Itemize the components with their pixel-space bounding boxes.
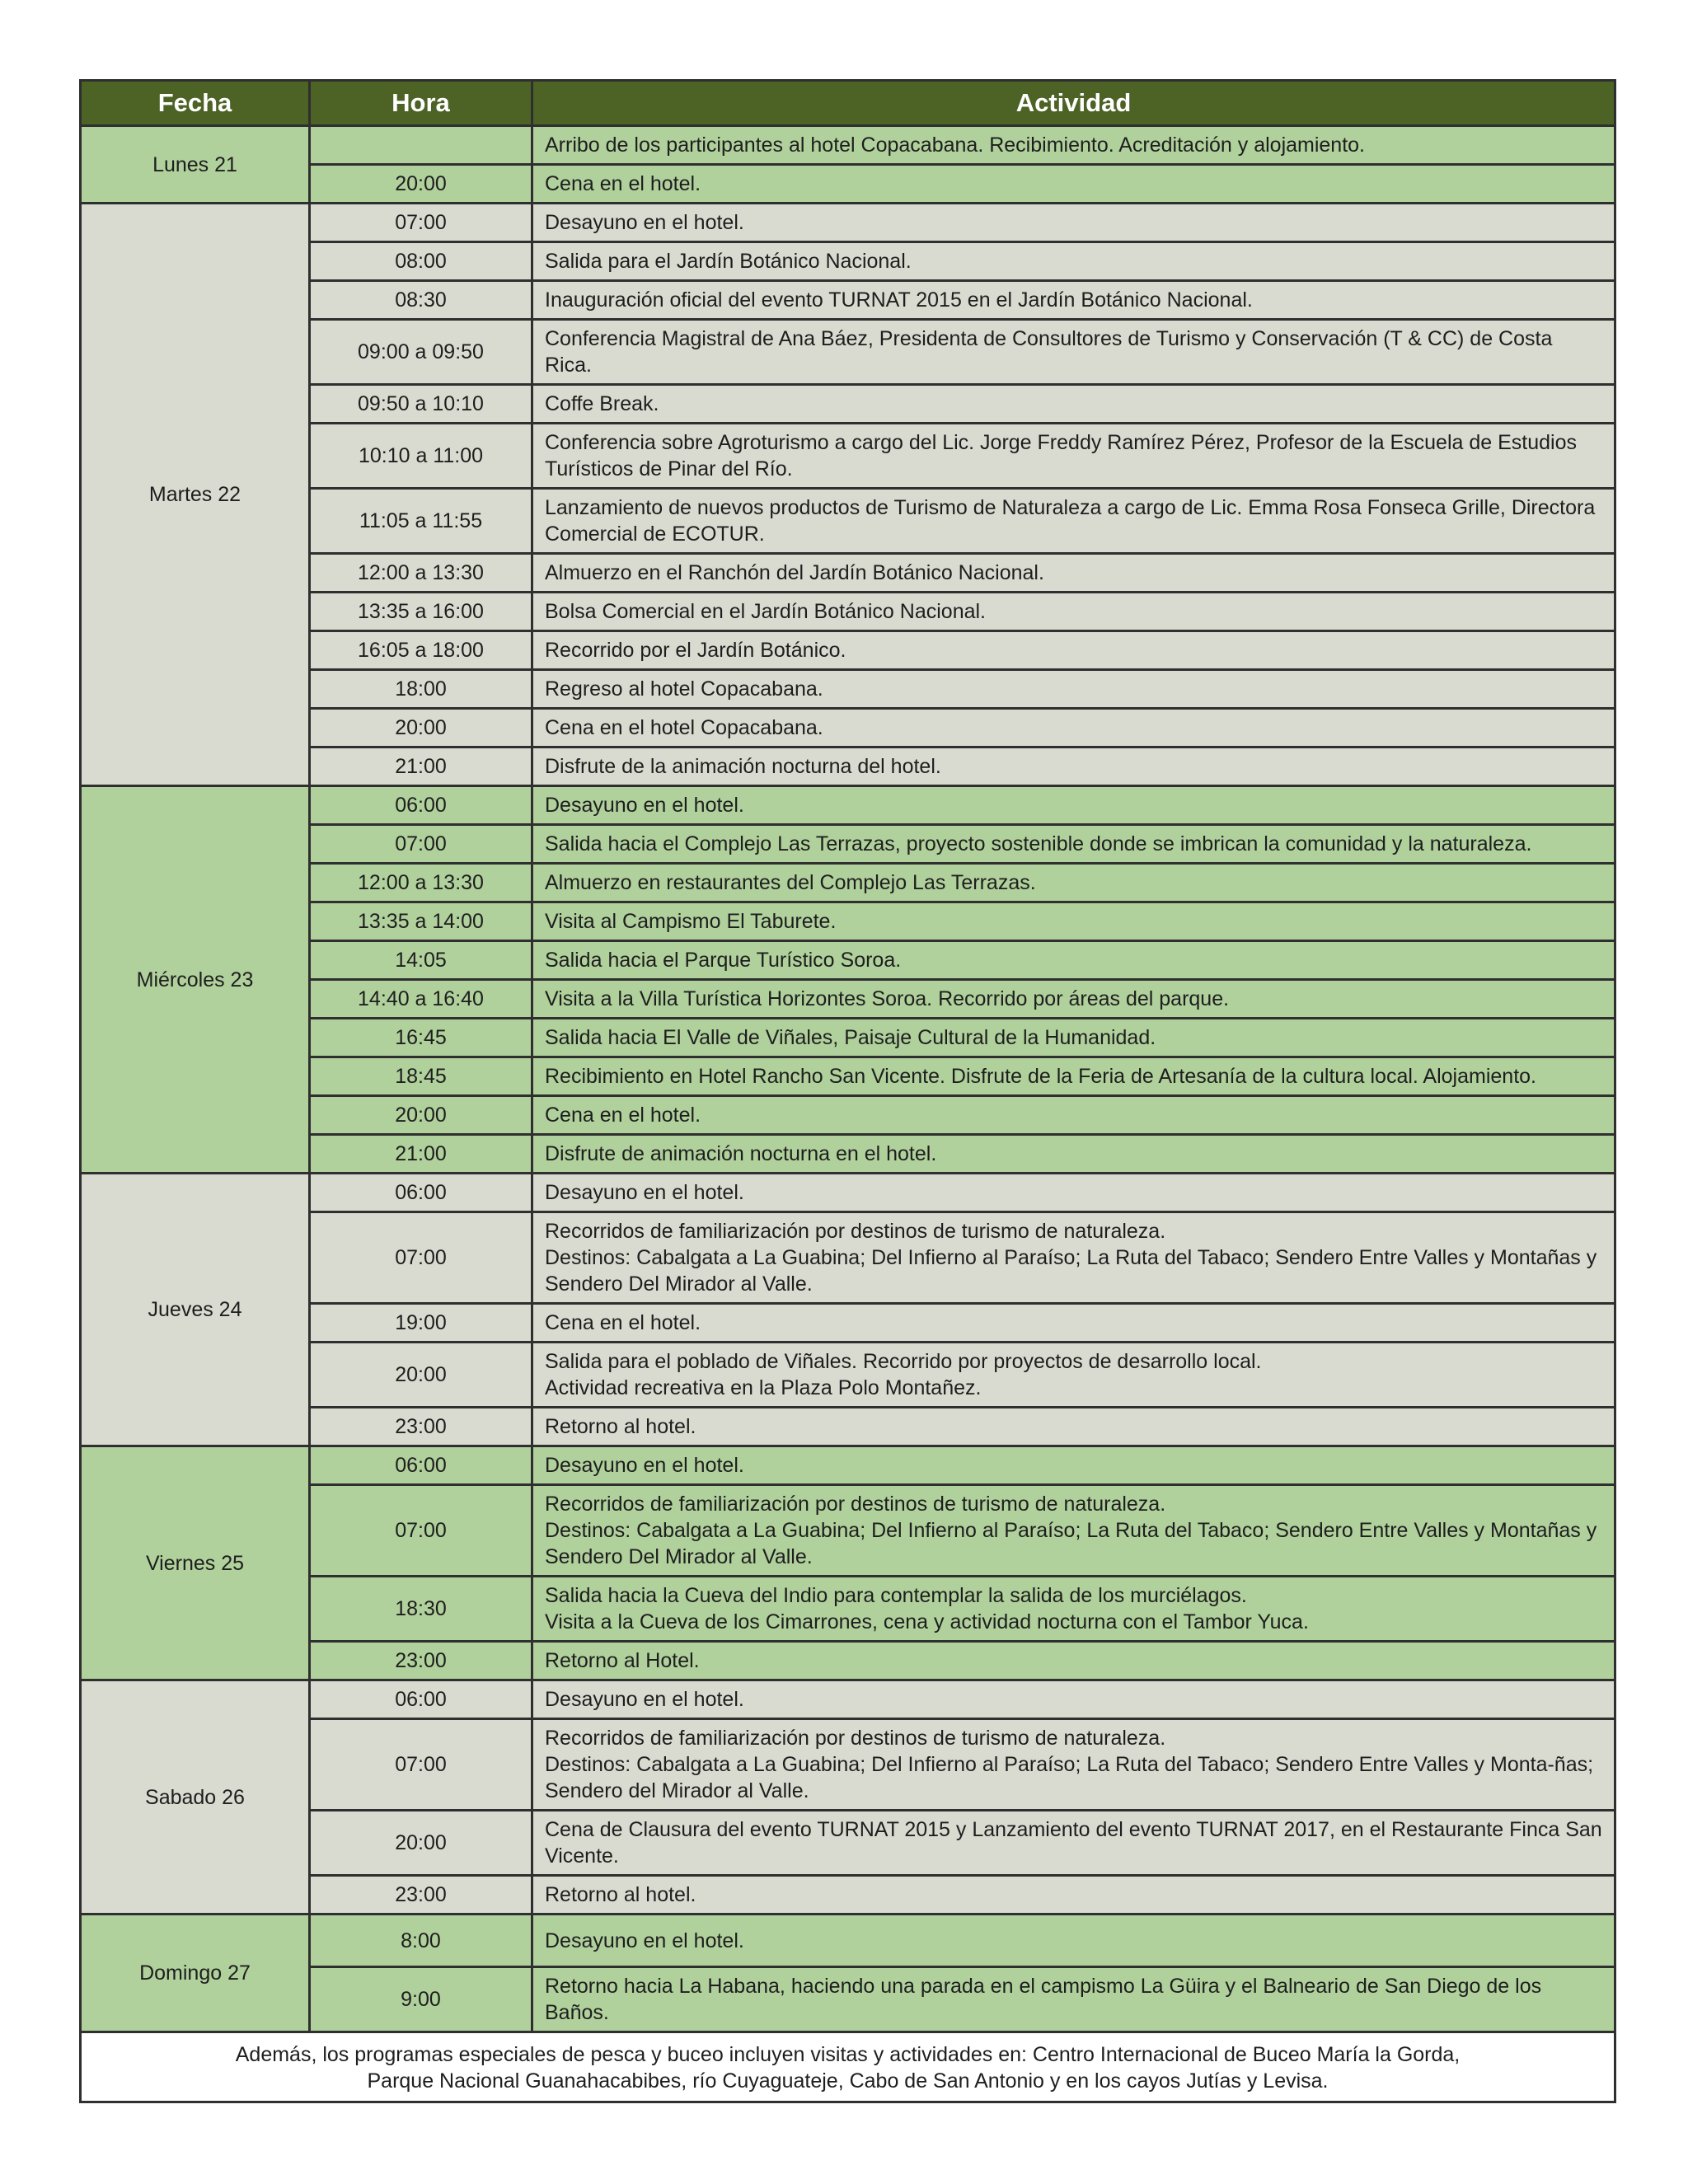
activity-cell	[532, 1096, 1615, 1135]
activity-line: Lanzamiento de nuevos productos de Turismo de Naturaleza a cargo de Lic. Emma Rosa Fonseca Grille, Directora Comercial de ECOTUR.	[545, 496, 1596, 546]
footnote	[81, 2032, 1615, 2102]
activity-line: Recorridos de familiarización por destinos de turismo de naturaleza.	[545, 1493, 1166, 1516]
activity-line: Salida para el poblado de Viñales. Recorrido por proyectos de desarrollo local.	[545, 1350, 1262, 1373]
time-cell: 23:00	[310, 1642, 532, 1680]
day-label: Martes 22	[81, 204, 310, 786]
time-cell: 11:05 a 11:55	[310, 489, 532, 554]
time-cell: 09:50 a 10:10	[310, 385, 532, 424]
activity-cell	[532, 902, 1615, 941]
activity-cell	[532, 786, 1615, 825]
table-row	[81, 1642, 1615, 1680]
activity-line: Desayuno en el hotel.	[545, 794, 744, 817]
activity-line: Visita al Campismo El Taburete.	[545, 910, 837, 933]
table-row	[81, 786, 1615, 825]
time-cell: 09:00 a 09:50	[310, 320, 532, 385]
time-cell: 8:00	[310, 1915, 532, 1967]
day-label: Viernes 25	[81, 1446, 310, 1680]
activity-cell	[532, 320, 1615, 385]
activity-cell	[532, 385, 1615, 424]
time-cell: 07:00	[310, 1212, 532, 1304]
table-row	[81, 424, 1615, 489]
table-body	[81, 126, 1615, 2032]
activity-line: Desayuno en el hotel.	[545, 1454, 744, 1477]
activity-cell	[532, 1057, 1615, 1096]
activity-cell	[532, 1408, 1615, 1446]
time-cell: 07:00	[310, 1719, 532, 1811]
activity-cell	[532, 554, 1615, 593]
activity-cell	[532, 1304, 1615, 1343]
time-cell: 07:00	[310, 1485, 532, 1577]
activity-cell	[532, 670, 1615, 709]
table-header	[81, 81, 1615, 126]
table-row	[81, 1577, 1615, 1642]
schedule-table	[79, 79, 1616, 2103]
time-cell: 12:00 a 13:30	[310, 864, 532, 902]
activity-line: Recorrido por el Jardín Botánico.	[545, 639, 846, 662]
table-row	[81, 980, 1615, 1019]
activity-line: Almuerzo en restaurantes del Complejo Las Terrazas.	[545, 871, 1036, 894]
table-row	[81, 1811, 1615, 1876]
time-cell: 23:00	[310, 1408, 532, 1446]
table-footer	[81, 2032, 1615, 2102]
activity-cell	[532, 126, 1615, 165]
activity-line: Disfrute de la animación nocturna del hotel.	[545, 755, 941, 778]
table-row	[81, 825, 1615, 864]
table-row	[81, 204, 1615, 242]
time-cell: 06:00	[310, 1174, 532, 1212]
time-cell: 12:00 a 13:30	[310, 554, 532, 593]
activity-line: Inauguración oficial del evento TURNAT 2015 en el Jardín Botánico Nacional.	[545, 288, 1253, 312]
table-row	[81, 709, 1615, 748]
time-cell: 08:00	[310, 242, 532, 281]
table-row	[81, 320, 1615, 385]
time-cell: 06:00	[310, 1680, 532, 1719]
table-row	[81, 126, 1615, 165]
table-row	[81, 864, 1615, 902]
activity-line: Destinos: Cabalgata a La Guabina; Del Infierno al Paraíso; La Ruta del Tabaco; Sendero Entre Valles y Montañas y Sendero Del Mirador al Valle.	[545, 1519, 1597, 1568]
table-row	[81, 1967, 1615, 2032]
activity-cell	[532, 1485, 1615, 1577]
table-row	[81, 1446, 1615, 1485]
activity-line: Cena en el hotel.	[545, 1104, 701, 1127]
time-cell: 13:35 a 14:00	[310, 902, 532, 941]
activity-cell	[532, 1019, 1615, 1057]
time-cell: 18:00	[310, 670, 532, 709]
activity-line: Conferencia Magistral de Ana Báez, Presidenta de Consultores de Turismo y Conservación (T & CC) de Costa Rica.	[545, 327, 1553, 377]
activity-line: Disfrute de animación nocturna en el hotel.	[545, 1142, 937, 1165]
activity-line: Visita a la Cueva de los Cimarrones, cena y actividad nocturna con el Tambor Yuca.	[545, 1610, 1309, 1633]
activity-line: Salida hacia la Cueva del Indio para contemplar la salida de los murciélagos.	[545, 1584, 1247, 1607]
activity-line: Recorridos de familiarización por destinos de turismo de naturaleza.	[545, 1220, 1166, 1243]
day-label: Lunes 21	[81, 126, 310, 204]
activity-line: Bolsa Comercial en el Jardín Botánico Nacional.	[545, 600, 986, 623]
activity-line: Desayuno en el hotel.	[545, 211, 744, 234]
time-cell: 21:00	[310, 748, 532, 786]
time-cell: 16:05 a 18:00	[310, 631, 532, 670]
activity-line: Almuerzo en el Ranchón del Jardín Botánico Nacional.	[545, 561, 1044, 584]
activity-line: Arribo de los participantes al hotel Copacabana. Recibimiento. Acreditación y alojamiento.	[545, 134, 1366, 157]
table-row	[81, 670, 1615, 709]
footnote-line-1: Además, los programas especiales de pesca y buceo incluyen visitas y actividades en: Centro Internacional de Buceo María la Gorda,	[235, 2043, 1461, 2066]
table-row	[81, 1408, 1615, 1446]
table-row	[81, 1915, 1615, 1967]
activity-cell	[532, 1135, 1615, 1174]
activity-cell	[532, 864, 1615, 902]
table-row	[81, 593, 1615, 631]
table-row	[81, 1019, 1615, 1057]
activity-cell	[532, 204, 1615, 242]
table-row	[81, 1343, 1615, 1408]
time-cell: 14:40 a 16:40	[310, 980, 532, 1019]
activity-line: Destinos: Cabalgata a La Guabina; Del Infierno al Paraíso; La Ruta del Tabaco; Sendero Entre Valles y Montañas y Sendero Del Mirador al Valle.	[545, 1246, 1597, 1296]
table-row	[81, 165, 1615, 204]
activity-line: Desayuno en el hotel.	[545, 1929, 744, 1952]
time-cell: 16:45	[310, 1019, 532, 1057]
header-actividad: Actividad	[532, 81, 1615, 126]
activity-cell	[532, 281, 1615, 320]
time-cell: 20:00	[310, 1096, 532, 1135]
footnote-line-2: Parque Nacional Guanahacabibes, río Cuyaguateje, Cabo de San Antonio y en los cayos Jutías y Levisa.	[367, 2069, 1329, 2093]
activity-cell	[532, 1680, 1615, 1719]
activity-cell	[532, 1719, 1615, 1811]
header-fecha: Fecha	[81, 81, 310, 126]
activity-cell	[532, 165, 1615, 204]
table-row	[81, 1876, 1615, 1915]
activity-line: Retorno al hotel.	[545, 1415, 696, 1438]
table-row	[81, 1057, 1615, 1096]
table-row	[81, 631, 1615, 670]
day-label: Miércoles 23	[81, 786, 310, 1174]
activity-cell	[532, 1642, 1615, 1680]
activity-cell	[532, 1876, 1615, 1915]
time-cell: 19:00	[310, 1304, 532, 1343]
table-row	[81, 1485, 1615, 1577]
time-cell	[310, 126, 532, 165]
activity-cell	[532, 1811, 1615, 1876]
activity-line: Regreso al hotel Copacabana.	[545, 677, 823, 701]
time-cell: 06:00	[310, 786, 532, 825]
activity-cell	[532, 980, 1615, 1019]
table-row	[81, 1304, 1615, 1343]
table-row	[81, 748, 1615, 786]
table-row	[81, 489, 1615, 554]
activity-cell	[532, 424, 1615, 489]
day-label: Domingo 27	[81, 1915, 310, 2032]
activity-cell	[532, 1446, 1615, 1485]
activity-line: Recorridos de familiarización por destinos de turismo de naturaleza.	[545, 1727, 1166, 1750]
activity-line: Actividad recreativa en la Plaza Polo Montañez.	[545, 1376, 982, 1399]
activity-line: Cena de Clausura del evento TURNAT 2015 y Lanzamiento del evento TURNAT 2017, en el Restaurante Finca San Vicente.	[545, 1818, 1602, 1868]
time-cell: 9:00	[310, 1967, 532, 2032]
table-row	[81, 1719, 1615, 1811]
table-row	[81, 941, 1615, 980]
activity-line: Salida hacia el Complejo Las Terrazas, proyecto sostenible donde se imbrican la comunidad y la naturaleza.	[545, 832, 1532, 855]
table-row	[81, 902, 1615, 941]
table-row	[81, 281, 1615, 320]
activity-line: Cena en el hotel.	[545, 172, 701, 195]
activity-line: Salida hacia el Parque Turístico Soroa.	[545, 949, 902, 972]
time-cell: 06:00	[310, 1446, 532, 1485]
activity-cell	[532, 748, 1615, 786]
table-row	[81, 554, 1615, 593]
time-cell: 08:30	[310, 281, 532, 320]
activity-line: Desayuno en el hotel.	[545, 1688, 744, 1711]
time-cell: 18:45	[310, 1057, 532, 1096]
time-cell: 20:00	[310, 1811, 532, 1876]
activity-line: Recibimiento en Hotel Rancho San Vicente. Disfrute de la Feria de Artesanía de la cultura local. Alojamiento.	[545, 1065, 1536, 1088]
table-row	[81, 1212, 1615, 1304]
day-label: Sabado 26	[81, 1680, 310, 1915]
table-row	[81, 385, 1615, 424]
activity-cell	[532, 1915, 1615, 1967]
time-cell: 10:10 a 11:00	[310, 424, 532, 489]
activity-cell	[532, 1967, 1615, 2032]
activity-cell	[532, 631, 1615, 670]
activity-line: Conferencia sobre Agroturismo a cargo del Lic. Jorge Freddy Ramírez Pérez, Profesor de la Escuela de Estudios Turísticos de Pinar del Río.	[545, 431, 1578, 480]
activity-cell	[532, 1174, 1615, 1212]
activity-cell	[532, 593, 1615, 631]
activity-line: Salida hacia El Valle de Viñales, Paisaje Cultural de la Humanidad.	[545, 1026, 1156, 1049]
activity-cell	[532, 1577, 1615, 1642]
header-hora: Hora	[310, 81, 532, 126]
table-row	[81, 242, 1615, 281]
table-row	[81, 1135, 1615, 1174]
activity-line: Cena en el hotel.	[545, 1311, 701, 1334]
time-cell: 07:00	[310, 825, 532, 864]
activity-line: Retorno hacia La Habana, haciendo una parada en el campismo La Güira y el Balneario de San Diego de los Baños.	[545, 1975, 1542, 2024]
table-row	[81, 1096, 1615, 1135]
time-cell: 23:00	[310, 1876, 532, 1915]
table-row	[81, 1680, 1615, 1719]
activity-line: Desayuno en el hotel.	[545, 1181, 744, 1204]
activity-line: Cena en el hotel Copacabana.	[545, 716, 823, 739]
schedule-wrapper	[79, 79, 1614, 2103]
activity-cell	[532, 825, 1615, 864]
time-cell: 13:35 a 16:00	[310, 593, 532, 631]
activity-line: Salida para el Jardín Botánico Nacional.	[545, 250, 912, 273]
time-cell: 20:00	[310, 709, 532, 748]
time-cell: 20:00	[310, 165, 532, 204]
activity-cell	[532, 489, 1615, 554]
activity-cell	[532, 709, 1615, 748]
activity-line: Coffe Break.	[545, 392, 659, 415]
activity-line: Retorno al Hotel.	[545, 1649, 700, 1672]
activity-cell	[532, 242, 1615, 281]
time-cell: 18:30	[310, 1577, 532, 1642]
time-cell: 21:00	[310, 1135, 532, 1174]
activity-cell	[532, 941, 1615, 980]
table-row	[81, 1174, 1615, 1212]
time-cell: 20:00	[310, 1343, 532, 1408]
activity-cell	[532, 1343, 1615, 1408]
activity-line: Destinos: Cabalgata a La Guabina; Del Infierno al Paraíso; La Ruta del Tabaco; Sendero Entre Valles y Monta-ñas; Sendero del Mirador al Valle.	[545, 1753, 1594, 1802]
time-cell: 07:00	[310, 204, 532, 242]
time-cell: 14:05	[310, 941, 532, 980]
activity-cell	[532, 1212, 1615, 1304]
activity-line: Visita a la Villa Turística Horizontes Soroa. Recorrido por áreas del parque.	[545, 987, 1230, 1010]
activity-line: Retorno al hotel.	[545, 1883, 696, 1906]
day-label: Jueves 24	[81, 1174, 310, 1446]
